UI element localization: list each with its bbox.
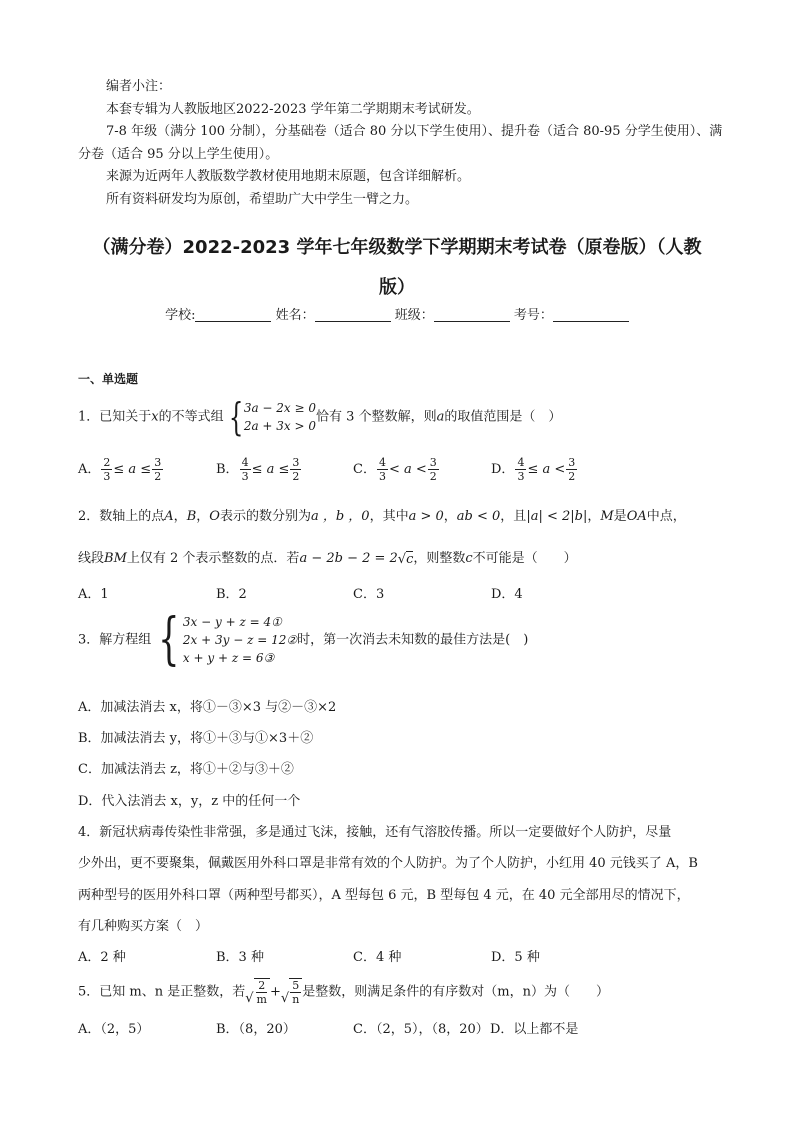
q2-option-b[interactable]: B．2 [216,587,247,602]
note-header: 编者小注： [106,79,172,94]
q1-text-mid: 的不等式组 [158,409,224,425]
q3-option-a[interactable]: A．加减法消去 x，将①－③×3 与②－③×2 [78,700,337,715]
q1-ineq-1: 3a − 2x ≥ 0 [243,401,317,415]
q5-option-b[interactable]: B．（8，20） [216,1022,296,1037]
sqrt-icon: √ $\frac{2}{m}$ [245,978,270,1006]
q1-option-a[interactable]: A． $\frac{2}{3}$ ≤ a ≤ $\frac{3}{2}$ [78,456,162,483]
note-line-3: 来源为近两年人教版数学教材使用地期末原题，包含详细解析。 [106,169,471,184]
student-info-line [0,304,794,323]
q1-ineq-2: 2a + 3x > 0 [243,419,317,433]
left-brace-icon: { [228,395,243,439]
q5-option-a[interactable]: A．（2，5） [78,1022,150,1037]
q5-options [78,1018,738,1048]
q4-option-d[interactable]: D．5 种 [491,950,540,965]
question-3: 3．解方程组 { 3x − y + z = 4① 2x + 3y − z = 12② x + y + z = 6③ 时，第一次消去未知数的最佳方法是( ) [78,607,529,672]
q1-option-b[interactable]: B． $\frac{4}{3}$ ≤ a ≤ $\frac{3}{2}$ [216,456,300,483]
editor-note [78,76,728,211]
exam-number-blank[interactable] [553,307,629,322]
q2-option-d[interactable]: D．4 [491,587,523,602]
note-line-4: 所有资料研发均为原创，希望助广大中学生一臂之力。 [106,191,419,207]
question-4-line-4: 有几种购买方案（ ） [78,919,209,934]
exam-title [60,228,734,308]
name-label: 姓名： [275,308,315,323]
class-label: 班级： [394,308,434,323]
exam-title-line-2: 版） [379,277,415,298]
note-line-2: 7-8 年级（满分 100 分制），分基础卷（适合 80 分以下学生使用）、提升卷（适合 80-95 分学生使用）、满分卷（适合 95 分以上学生使用）。 [78,124,723,162]
question-4-line-1: 4．新冠状病毒传染性非常强，多是通过飞沫，接触，还有气溶胶传播。所以一定要做好个人防护，尽量 [78,825,672,840]
exam-number-label: 考号： [513,308,553,323]
question-2-line-1: 2．数轴上的点A，B，O表示的数分别为a ，b ，0，其中a > 0，ab < 0，且|a| < 2|b|，M是OA中点， [78,509,686,524]
sqrt-icon: √ $\frac{5}{n}$ [281,978,302,1006]
q3-option-b[interactable]: B．加减法消去 y，将①＋③与①×3＋② [78,731,314,746]
q5-option-c[interactable]: C．（2，5），（8，20） [353,1022,489,1037]
q1-inequality-system [224,395,317,439]
q4-option-b[interactable]: B．3 种 [216,950,264,965]
q5-option-d[interactable]: D．以上都不是 [490,1022,579,1037]
q4-option-a[interactable]: A．2 种 [78,950,126,965]
question-4-line-3: 两种型号的医用外科口罩（两种型号都买），A 型每包 6 元，B 型每包 4 元，在 40 元全部用尽的情况下， [78,888,690,903]
q2-option-c[interactable]: C．3 [353,587,385,602]
q1-text-end: 的取值范围是（ ） [444,409,562,425]
name-blank[interactable] [315,307,391,322]
q1-option-c[interactable]: C． $\frac{4}{3}$ < a < $\frac{3}{2}$ [353,456,437,483]
exam-title-line-1: （满分卷）2022-2023 学年七年级数学下学期期末考试卷（原卷版）（人教 [92,237,702,258]
section-heading: 一、单选题 [78,372,139,386]
q1-text-post: 恰有 3 个整数解，则 [316,409,437,425]
question-4-line-2: 少外出，更不要聚集，佩戴医用外科口罩是非常有效的个人防护。为了个人防护，小红用 40 元钱买了 A，B [78,856,698,871]
q2-option-a[interactable]: A．1 [78,587,109,602]
question-5: 5．已知 m、n 是正整数，若√ $\frac{2}{m}$ +√ $\frac{5}{n}$ 是整数，则满足条件的有序数对（m，n）为（ ） [78,979,609,1006]
question-2-line-2: 线段BM上仅有 2 个表示整数的点．若a − 2b − 2 = 2√ c ，则整数c不可能是（ ） [78,551,577,567]
q1-option-d[interactable]: D． $\frac{4}{3}$ ≤ a < $\frac{3}{2}$ [491,456,576,483]
question-1 [78,395,562,439]
q4-option-c[interactable]: C．4 种 [353,950,402,965]
q1-var-x: x [151,409,159,425]
q1-options [78,456,738,486]
school-blank[interactable] [195,307,271,322]
school-label: 学校: [165,308,196,323]
q3-option-c[interactable]: C．加减法消去 z，将①＋②与③＋② [78,762,294,777]
q1-text-pre: 1．已知关于 [78,409,152,425]
left-brace-icon: { [158,607,180,672]
class-blank[interactable] [434,307,510,322]
q3-equation-system: { 3x − y + z = 4① 2x + 3y − z = 12② x + y + z = 6③ [158,607,298,672]
q3-option-d[interactable]: D．代入法消去 x，y，z 中的任何一个 [78,794,301,809]
sqrt-icon: √ c [397,551,414,567]
q4-options [78,946,738,976]
q1-var-a: a [436,409,445,425]
note-line-1: 本套专辑为人教版地区2022-2023 学年第二学期期末考试研发。 [106,101,480,117]
